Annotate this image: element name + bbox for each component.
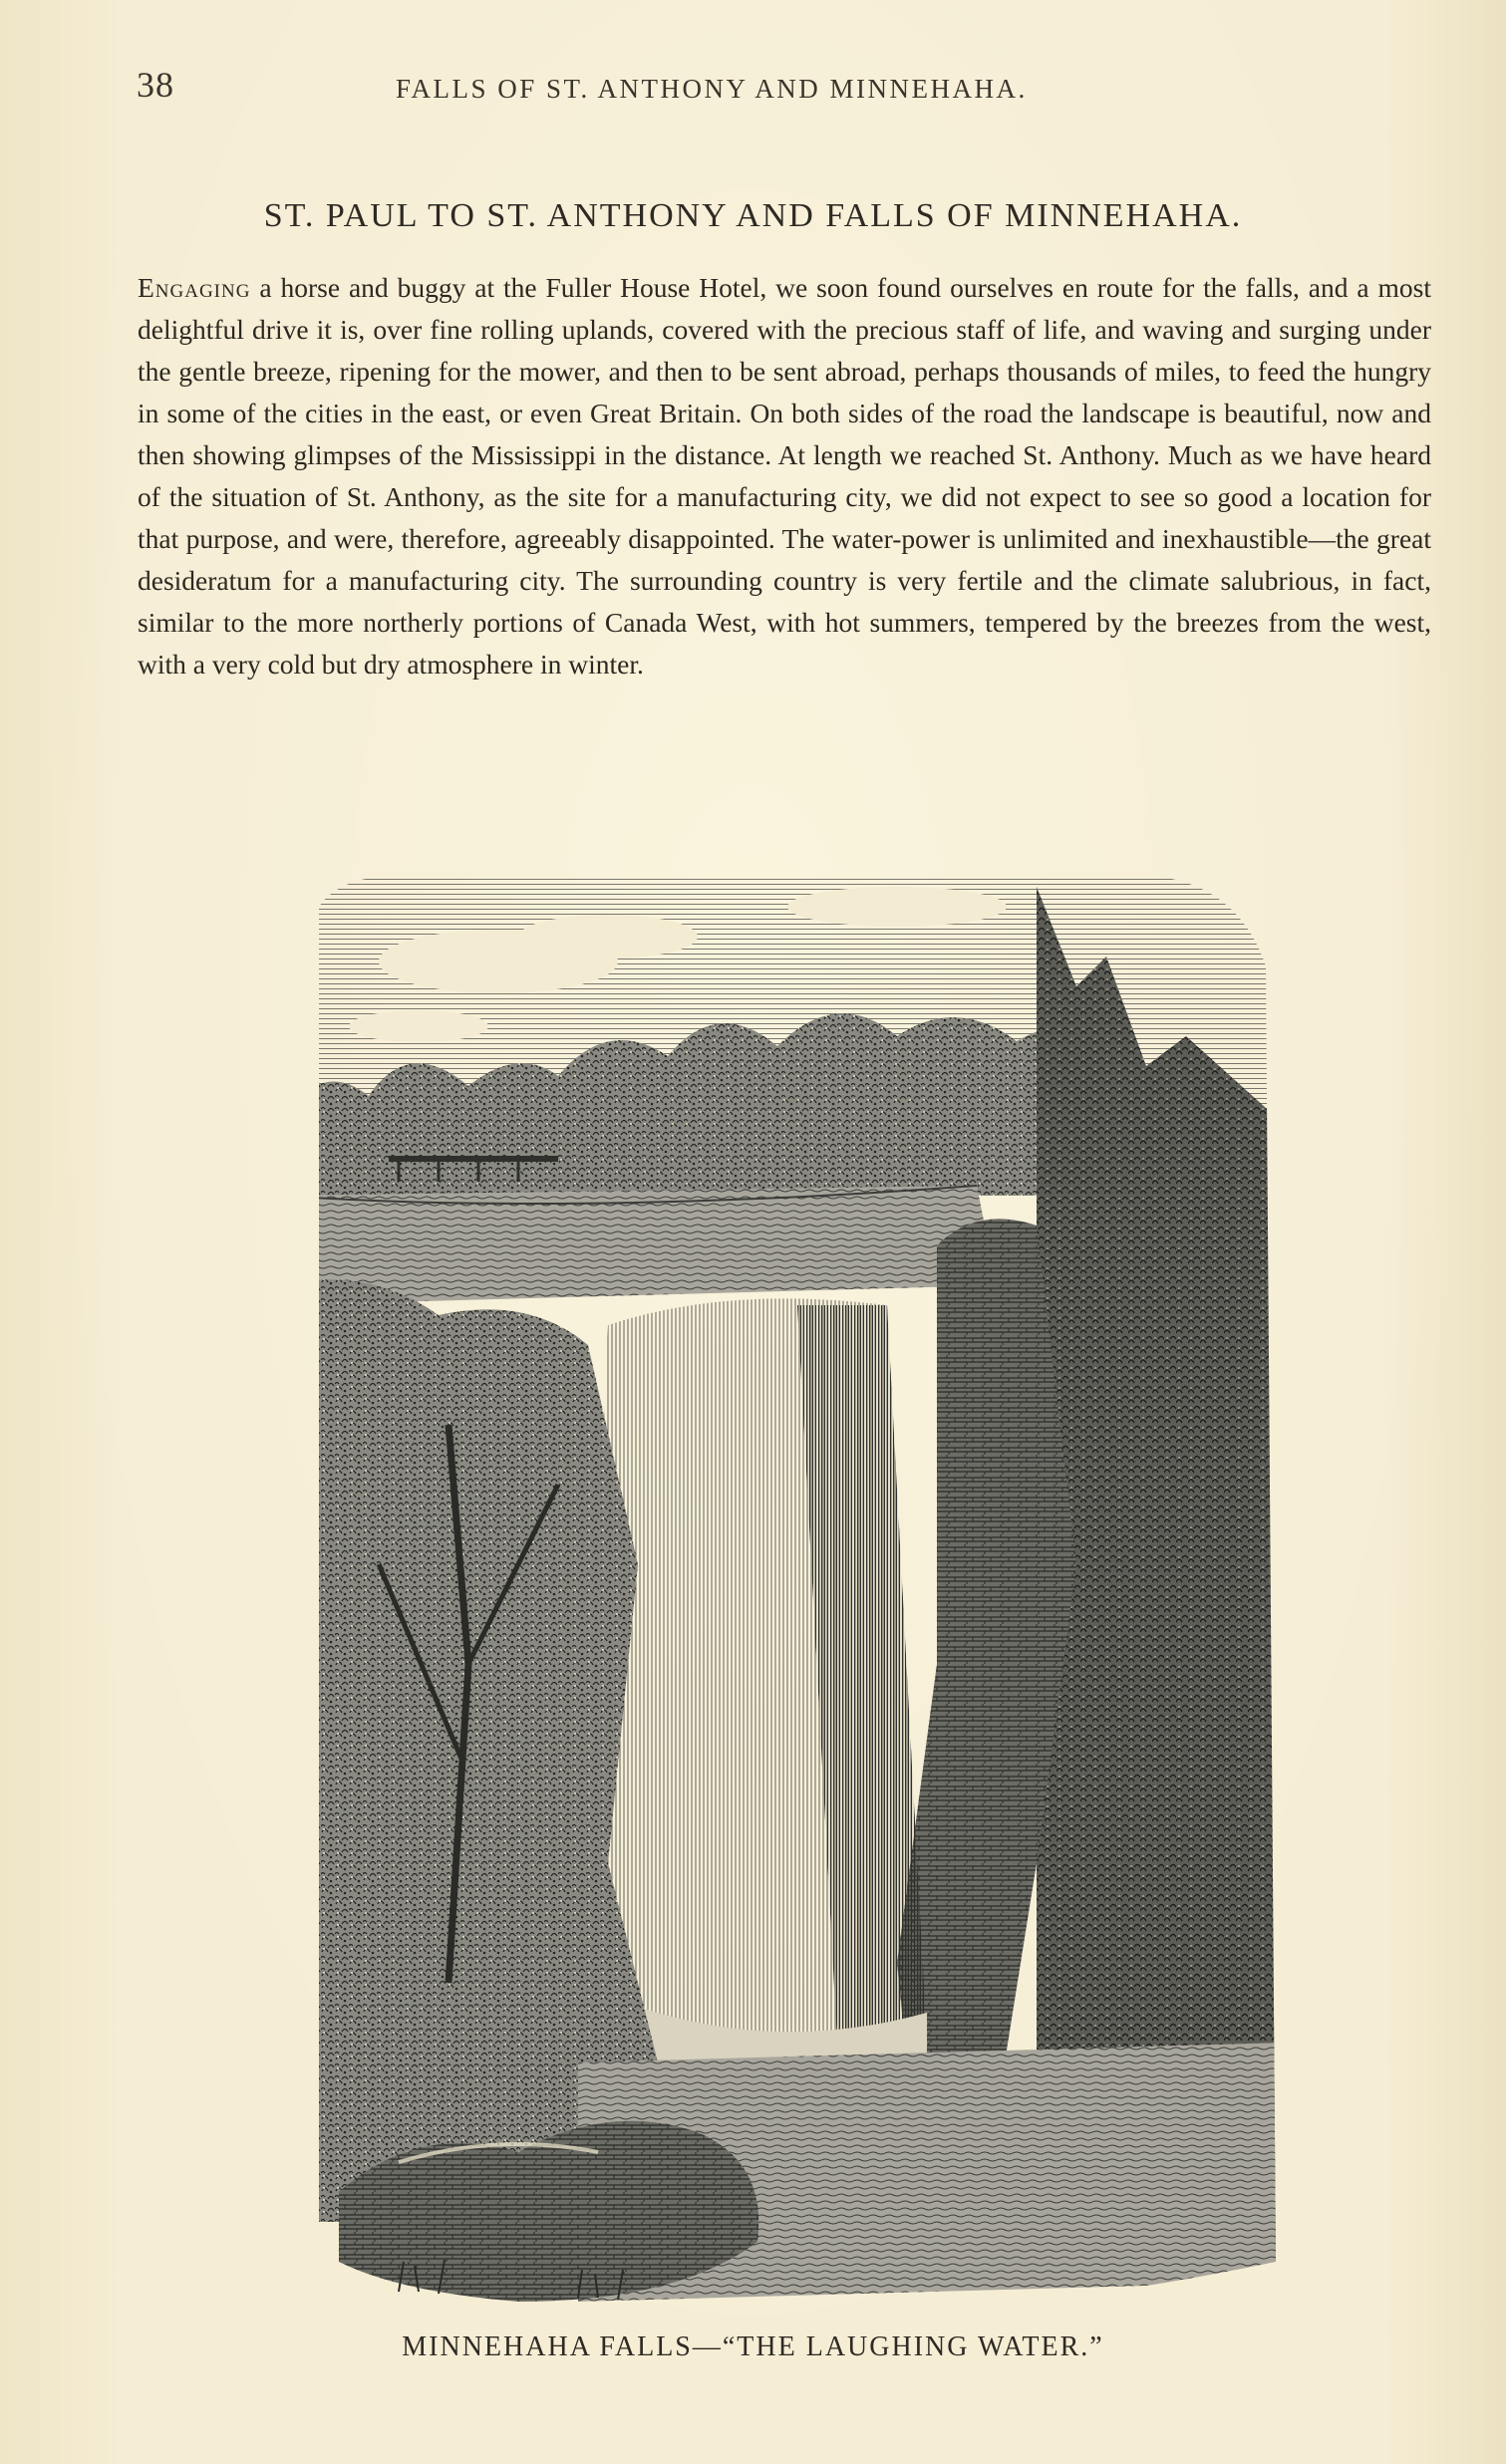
waterfall-engraving [279, 867, 1286, 2324]
running-title: FALLS OF ST. ANTHONY AND MINNEHAHA. [396, 74, 1028, 104]
page-number: 38 [137, 65, 174, 105]
figure-caption: MINNEHAHA FALLS—“THE LAUGHING WATER.” [402, 2331, 1104, 2362]
lead-word: Engaging [138, 272, 251, 303]
body-paragraph [138, 267, 1431, 685]
chapter-title: ST. PAUL TO ST. ANTHONY AND FALLS OF MINNEHAHA. [263, 197, 1243, 234]
paragraph-text: a horse and buggy at the Fuller House Hotel, we soon found ourselves en route for the falls, and a most delightful drive it is, over fine rolling uplands, covered with the precious staff of life, and waving and surging under the gentle breeze, ripening for the mower, and then to be sent abroad, perhaps thousands of miles, to feed the hungry in some of the cities in the east, or even Great Britain. On both sides of the road the landscape is beautiful, now and then showing glimpses of the Mississippi in the distance. At length we reached St. Anthony. Much as we have heard of the situation of St. Anthony, as the site for a manufacturing city, we did not expect to see so good a location for that purpose, and were, therefore, agreeably disappointed. The water-power is unlimited and inexhaustible—the great desideratum for a manufacturing city. The surrounding country is very fertile and the climate salubrious, in fact, similar to the more northerly portions of Canada West, with hot summers, tempered by the breezes from the west, with a very cold but dry atmosphere in winter. [138, 272, 1431, 680]
running-head [137, 64, 1432, 114]
engraving-image [279, 867, 1286, 2324]
